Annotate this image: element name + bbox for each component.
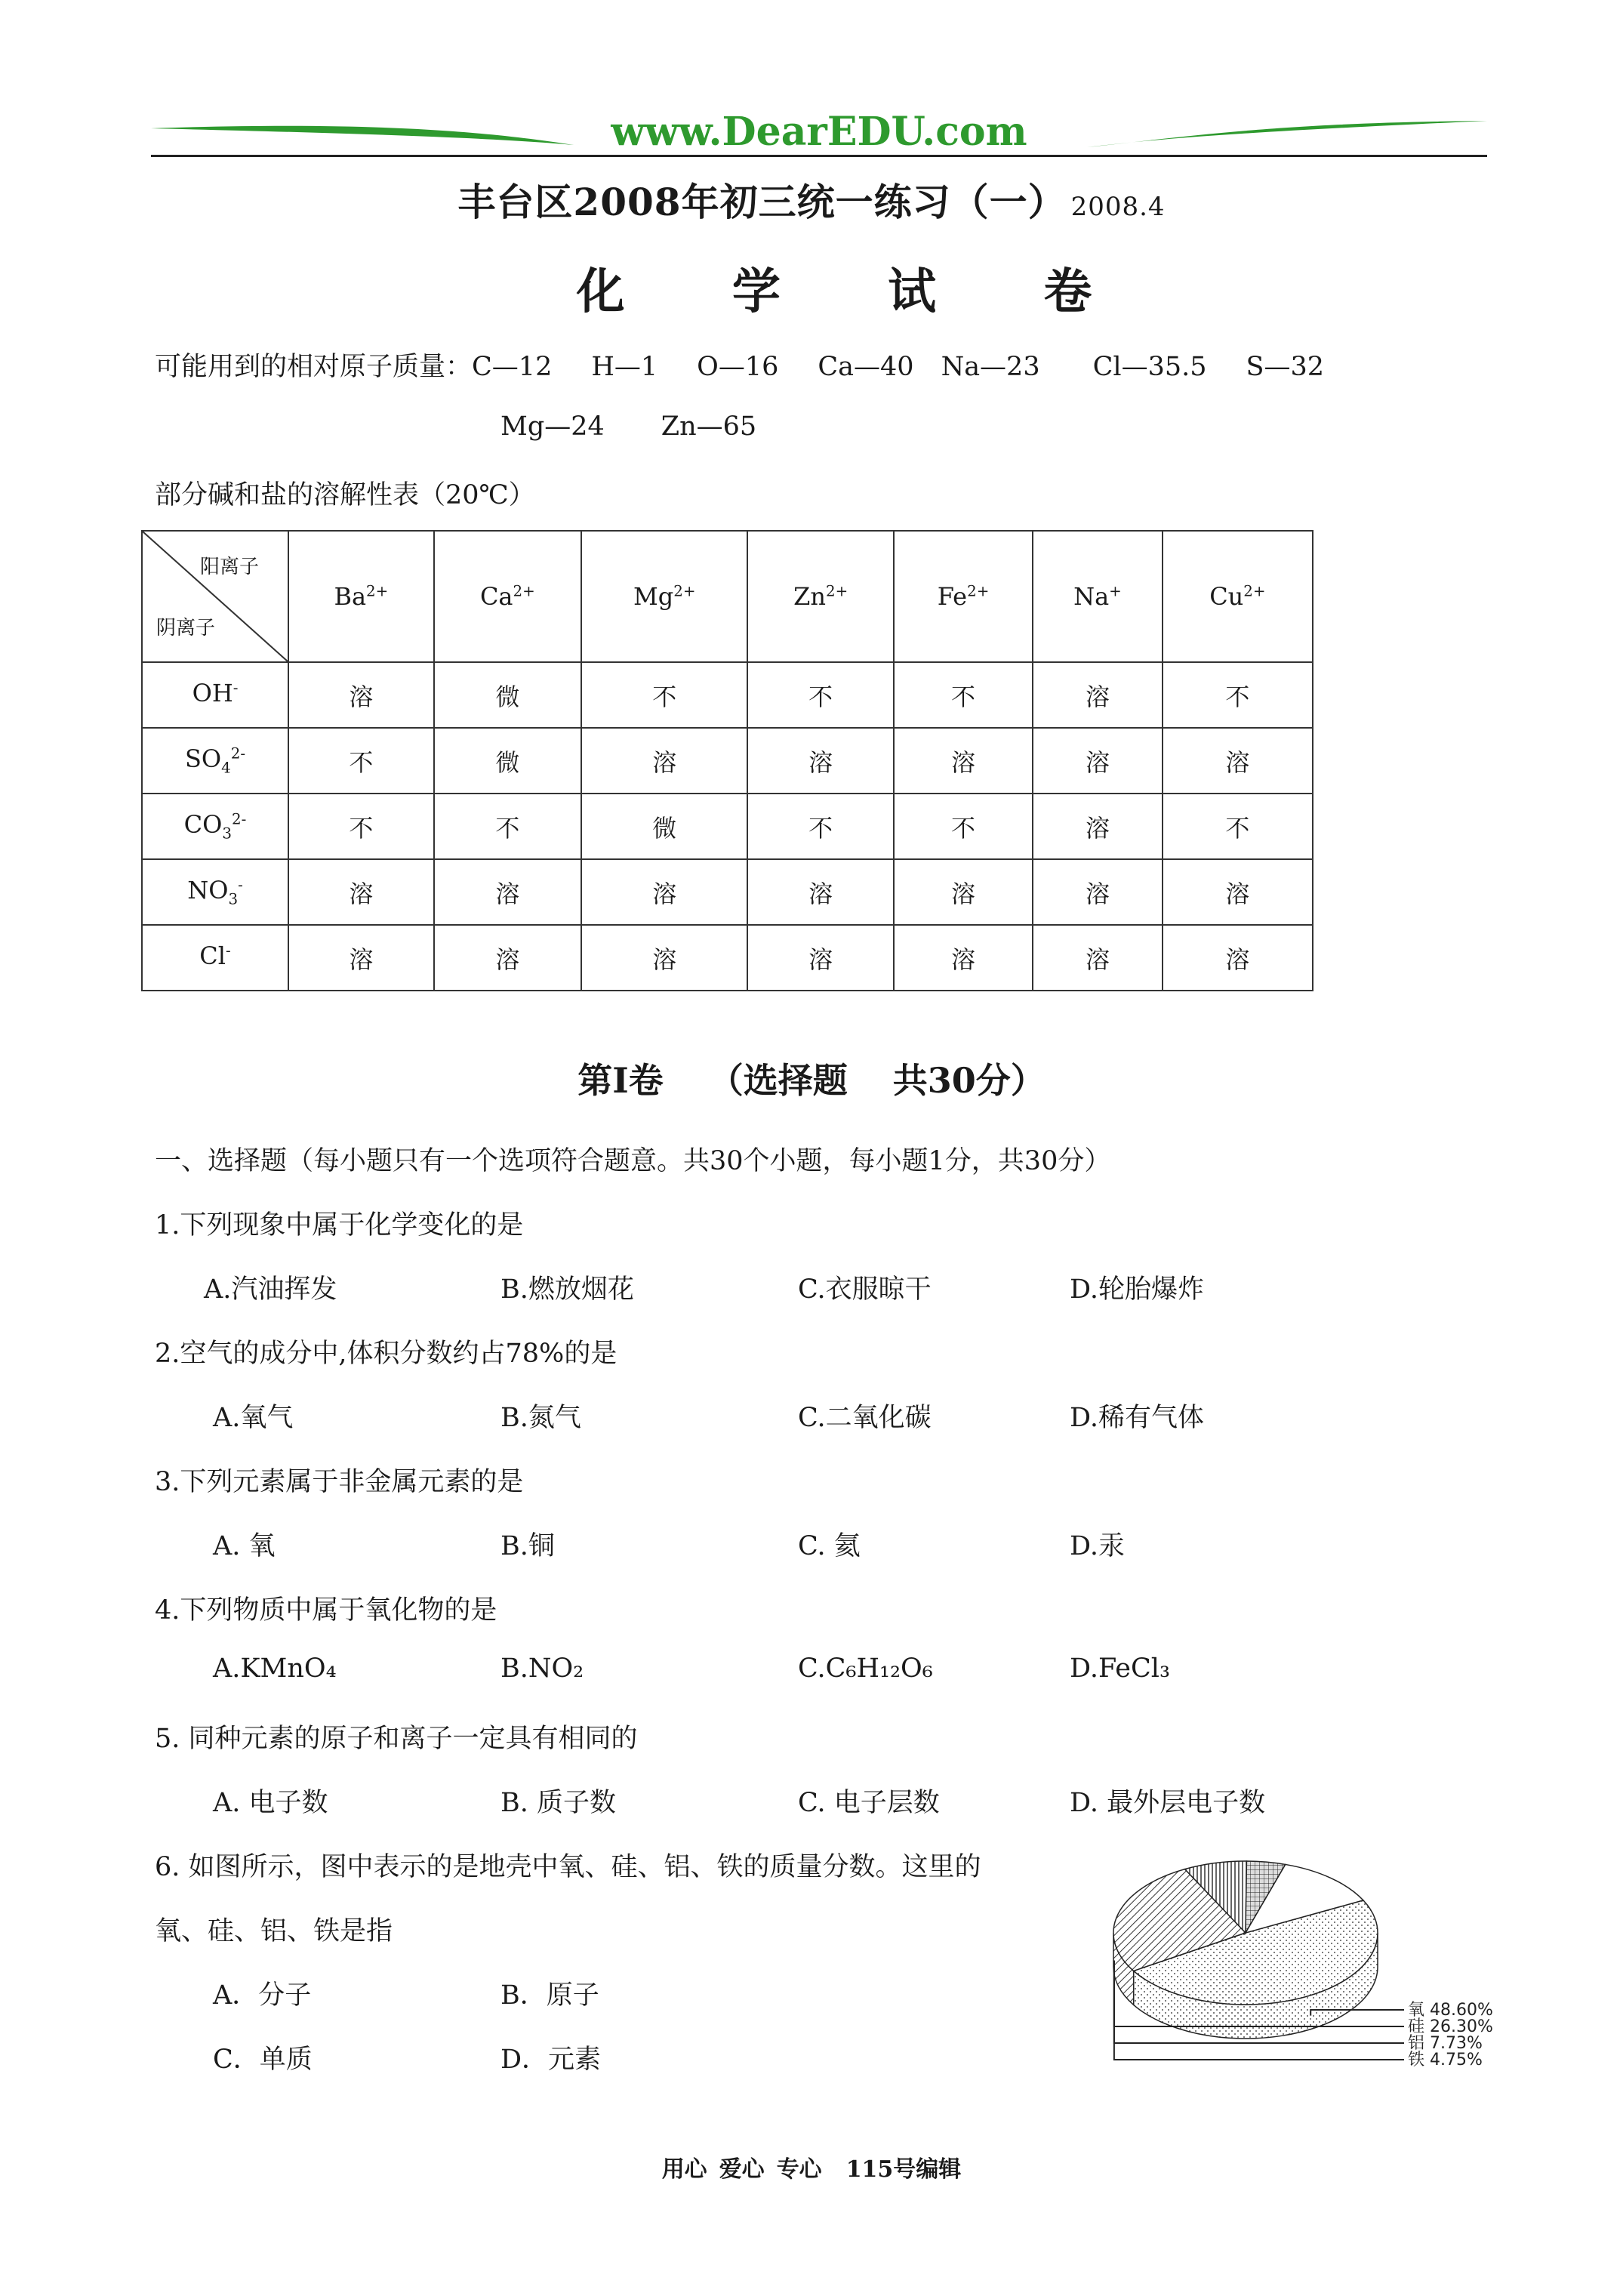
solubility-cell: 不	[747, 662, 893, 728]
question-4-stem: 4.下列物质中属于氧化物的是	[155, 1595, 497, 1626]
pie-label: 硅 26.30%	[1408, 2017, 1493, 2036]
cation-header: $Ba^{2+}$	[288, 531, 434, 662]
question-1-stem: 1.下列现象中属于化学变化的是	[155, 1210, 524, 1240]
mass-item: H—1	[591, 352, 658, 382]
atomic-masses-label: 可能用到的相对原子质量：	[155, 352, 473, 382]
exam-date: 2008.4	[1070, 192, 1166, 222]
solubility-cell: 溶	[894, 859, 1033, 925]
question-6-option-c: C．单质	[213, 2045, 313, 2075]
question-3-option-d: D.汞	[1070, 1531, 1125, 1561]
anion-header: OH-	[142, 662, 288, 728]
table-corner-cell	[142, 531, 288, 662]
footer-item: 115号编辑	[845, 2156, 962, 2183]
anion-header: $CO_3^{2-}$	[142, 794, 288, 859]
solubility-cell: 溶	[1163, 925, 1313, 991]
solubility-cell: 溶	[1163, 859, 1313, 925]
solubility-cell: 不	[894, 662, 1033, 728]
question-6-option-d: D．元素	[500, 2045, 602, 2075]
solubility-cell: 溶	[581, 728, 748, 794]
table-row	[142, 794, 1313, 859]
atomic-masses-row2	[500, 411, 813, 442]
question-5-stem: 5. 同种元素的原子和离子一定具有相同的	[155, 1724, 638, 1754]
question-6-stem: 6. 如图所示，图中表示的是地壳中氧、硅、铝、铁的质量分数。这里的	[155, 1852, 981, 1882]
cation-header: $Ca^{2+}$	[434, 531, 581, 662]
solubility-cell: 溶	[434, 859, 581, 925]
solubility-cell: 微	[581, 794, 748, 859]
question-4-option-c: C.C₆H₁₂O₆	[798, 1653, 933, 1684]
corner-label-anion: 阴离子	[156, 617, 216, 639]
solubility-cell: 溶	[288, 859, 434, 925]
mass-item: Zn—65	[661, 411, 757, 442]
crust-composition-pie-chart	[1110, 1842, 1502, 2069]
solubility-cell: 不	[1163, 662, 1313, 728]
mass-item: Ca—40	[818, 352, 914, 382]
anion-header: $NO_3^-$	[142, 859, 288, 925]
solubility-cell: 不	[288, 728, 434, 794]
solubility-cell: 溶	[747, 728, 893, 794]
question-3-stem: 3.下列元素属于非金属元素的是	[155, 1467, 524, 1497]
question-4-option-a: A.KMnO₄	[213, 1653, 337, 1684]
cation-header: $Fe^{2+}$	[894, 531, 1033, 662]
solubility-cell: 溶	[1033, 728, 1163, 794]
solubility-cell: 溶	[1033, 925, 1163, 991]
table-row	[142, 662, 1313, 728]
exam-title-text: 丰台区2008年初三统一练习（一）	[457, 180, 1067, 224]
cation-header: $Zn^{2+}$	[747, 531, 893, 662]
solubility-cell: 溶	[1163, 728, 1313, 794]
question-5-option-d: D. 最外层电子数	[1070, 1788, 1266, 1818]
solubility-cell: 溶	[747, 925, 893, 991]
section-total: 共30分）	[892, 1060, 1046, 1101]
site-logo-text: www.DearEDU.com	[611, 109, 1027, 155]
solubility-table-caption: 部分碱和盐的溶解性表（20℃）	[155, 480, 535, 510]
exam-title	[0, 172, 1623, 227]
question-1-option-d: D.轮胎爆炸	[1070, 1274, 1204, 1305]
table-row	[142, 728, 1313, 794]
solubility-cell: 溶	[288, 925, 434, 991]
question-1-option-a: A.汽油挥发	[204, 1274, 337, 1305]
banner-swoosh-graphic	[151, 106, 1487, 166]
solubility-cell: 溶	[434, 925, 581, 991]
question-4-option-d: D.FeCl₃	[1070, 1653, 1171, 1684]
question-6-option-a: A．分子	[213, 1980, 312, 2011]
question-5-option-b: B. 质子数	[500, 1788, 616, 1818]
cation-header: Na+	[1033, 531, 1163, 662]
solubility-cell: 微	[434, 728, 581, 794]
solubility-cell: 不	[288, 794, 434, 859]
solubility-cell: 微	[434, 662, 581, 728]
footer-item: 爱心	[719, 2156, 765, 2183]
solubility-cell: 溶	[1033, 859, 1163, 925]
cation-header: $Mg^{2+}$	[581, 531, 748, 662]
question-5-option-c: C. 电子层数	[798, 1788, 940, 1818]
section-heading	[0, 1053, 1623, 1103]
question-2-option-a: A.氧气	[213, 1403, 294, 1433]
question-5-option-a: A. 电子数	[213, 1788, 328, 1818]
question-2-option-c: C.二氧化碳	[798, 1403, 932, 1433]
solubility-cell: 溶	[581, 925, 748, 991]
footer-item: 用心	[661, 2156, 707, 2183]
solubility-cell: 溶	[1033, 794, 1163, 859]
page-footer	[0, 2150, 1623, 2184]
solubility-cell: 溶	[894, 925, 1033, 991]
atomic-masses-row1	[155, 346, 1363, 384]
question-2-stem: 2.空气的成分中,体积分数约占78%的是	[155, 1339, 617, 1369]
anion-header: Cl-	[142, 925, 288, 991]
question-3-option-c: C. 氦	[798, 1531, 861, 1561]
pie-label: 铁 4.75%	[1408, 2051, 1483, 2069]
question-1-option-b: B.燃放烟花	[500, 1274, 634, 1305]
mass-item: S—32	[1246, 352, 1325, 382]
section-instructions: 一、选择题（每小题只有一个选项符合题意。共30个小题，每小题1分，共30分）	[155, 1146, 1111, 1176]
footer-item: 专心	[776, 2156, 822, 2183]
question-3-option-b: B.铜	[500, 1531, 555, 1561]
mass-item: Mg—24	[500, 411, 605, 442]
mass-item: Cl—35.5	[1092, 352, 1207, 382]
solubility-cell: 不	[894, 794, 1033, 859]
section-type: （选择题	[708, 1060, 848, 1101]
solubility-cell: 溶	[288, 662, 434, 728]
pie-label: 铝 7.73%	[1408, 2034, 1483, 2053]
header-rule	[151, 155, 1487, 157]
solubility-table	[141, 530, 1313, 991]
question-4-option-b: B.NO₂	[500, 1653, 584, 1684]
mass-item: O—16	[697, 352, 779, 382]
table-header-row	[142, 531, 1313, 662]
section-part: 第Ⅰ卷	[577, 1060, 664, 1101]
anion-header: $SO_4^{2-}$	[142, 728, 288, 794]
mass-item: C—12	[472, 352, 553, 382]
mass-item: Na—23	[941, 352, 1040, 382]
site-banner	[151, 106, 1487, 166]
table-row	[142, 859, 1313, 925]
question-2-option-d: D.稀有气体	[1070, 1403, 1204, 1433]
table-row	[142, 925, 1313, 991]
solubility-cell: 不	[434, 794, 581, 859]
cation-header: $Cu^{2+}$	[1163, 531, 1313, 662]
pie-label: 氧 48.60%	[1408, 2001, 1493, 2020]
corner-label-cation: 阳离子	[199, 556, 259, 578]
question-1-option-c: C.衣服晾干	[798, 1274, 932, 1305]
solubility-cell: 溶	[894, 728, 1033, 794]
solubility-cell: 不	[1163, 794, 1313, 859]
solubility-cell: 溶	[1033, 662, 1163, 728]
question-2-option-b: B.氮气	[500, 1403, 581, 1433]
solubility-cell: 不	[581, 662, 748, 728]
solubility-cell: 溶	[747, 859, 893, 925]
solubility-cell: 不	[747, 794, 893, 859]
question-3-option-a: A. 氧	[213, 1531, 276, 1561]
subject-title: 化 学 试 卷	[576, 264, 1138, 320]
solubility-cell: 溶	[581, 859, 748, 925]
question-6-option-b: B．原子	[500, 1980, 599, 2011]
question-6-stem-cont: 氧、硅、铝、铁是指	[155, 1916, 393, 1946]
pie-chart-svg	[1110, 1842, 1502, 2069]
